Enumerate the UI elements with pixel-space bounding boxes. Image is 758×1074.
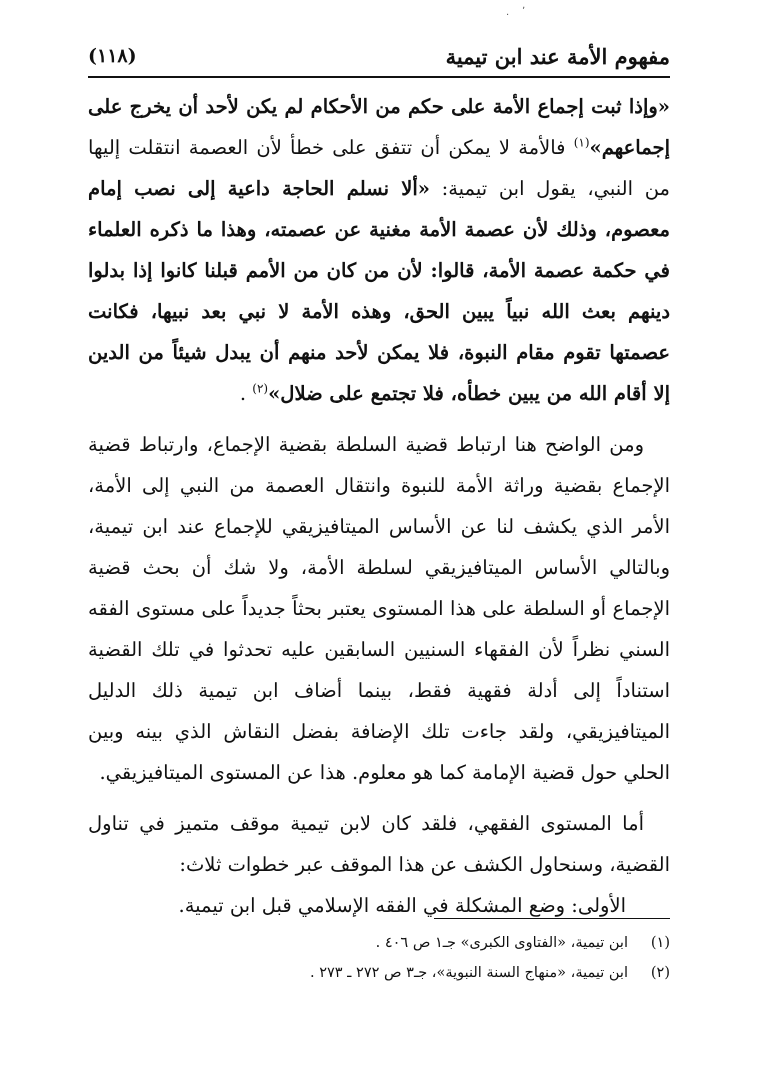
footnotes	[88, 928, 670, 988]
main-text	[88, 86, 670, 926]
footnote-ref-2: (٢)	[252, 381, 269, 396]
page-number: (١١٨)	[88, 45, 137, 67]
quote-ijma: «وإذا ثبت إجماع الأمة على حكم من الأحكام لم يكن لأحد أن يخرج على إجماعهم»	[88, 95, 670, 159]
paragraph-quote-1	[88, 86, 670, 414]
running-title: مفهوم الأمة عند ابن تيمية	[445, 43, 670, 69]
footnote	[88, 958, 670, 988]
scan-speck: ·	[506, 10, 510, 21]
footnote-number: (١)	[650, 935, 670, 951]
footnote-number: (٢)	[650, 965, 670, 981]
footnote-text: ابن تيمية، «الفتاوى الكبرى» جـ١ ص ٤٠٦ .	[375, 935, 628, 951]
footnote-text: ابن تيمية، «منهاج السنة النبوية»، جـ٣ ص ٢٧٢ ـ ٢٧٣ .	[309, 965, 628, 981]
paragraph-fiqh: أما المستوى الفقهي، فلقد كان لابن تيمية موقف متميز في تناول القضية، وسنحاول الكشف عن هذا الموقف عبر خطوات ثلاث:	[88, 812, 670, 876]
page-header	[88, 36, 670, 78]
paragraph-metaphysical: ومن الواضح هنا ارتباط قضية السلطة بقضية الإجماع، وارتباط قضية الإجماع بقضية وراثة الأمة للنبوة وانتقال العصمة من النبي إلى الأمة، الأمر الذي يكشف لنا عن الأساس الميتافيزيقي للإجماع عند ابن تيمية، وبالتالي الأساس الميتافيزيقي لسلطة الأمة، ولا شك أن بحث قضية الإجماع أو السلطة على هذا المستوى يعتبر بحثاً جديداً على مستوى الفقه السني نظراً لأن الفقهاء السنيين السابقين عليه تحدثوا في تلك القضية استناداً إلى أدلة فقهية فقط، بينما أضاف ابن تيمية ذلك الدليل الميتافيزيقي، ولقد جاءت تلك الإضافة بفضل النقاش الذي بينه وبين الحلي حول قضية الإمامة كما هو معلوم. هذا عن المستوى الميتافيزيقي.	[88, 433, 670, 784]
footnote-divider	[434, 918, 670, 919]
scan-speck: ʼ	[522, 6, 526, 17]
quote-ismah: «ألا نسلم الحاجة داعية إلى نصب إمام معصوم، وذلك لأن عصمة الأمة مغنية عن عصمته، وهذا ما ذكره العلماء في حكمة عصمة الأمة، قالوا: لأن من كان من الأمم قبلنا كانوا إذا بدلوا دينهم بعث الله نبياً يبين الحق، وهذه الأمة لا نبي بعد نبيها، فكانت عصمتها تقوم مقام النبوة، فلا يمكن لأحد منهم أن يبدل شيئاً من الدين إلا أقام الله من يبين خطأه، فلا تجتمع على ضلال»	[88, 177, 670, 405]
footnote-ref-1: (١)	[573, 135, 590, 150]
paragraph-end: .	[239, 382, 253, 405]
paragraph-first-step: الأولى: وضع المشكلة في الفقه الإسلامي قبل ابن تيمية.	[178, 894, 626, 917]
footnote	[88, 928, 670, 958]
paragraph-text: فالأمة لا يمكن أن تتفق على خطأ لأن العصمة انتقلت إليها من النبي، يقول ابن تيمية:	[88, 136, 670, 200]
